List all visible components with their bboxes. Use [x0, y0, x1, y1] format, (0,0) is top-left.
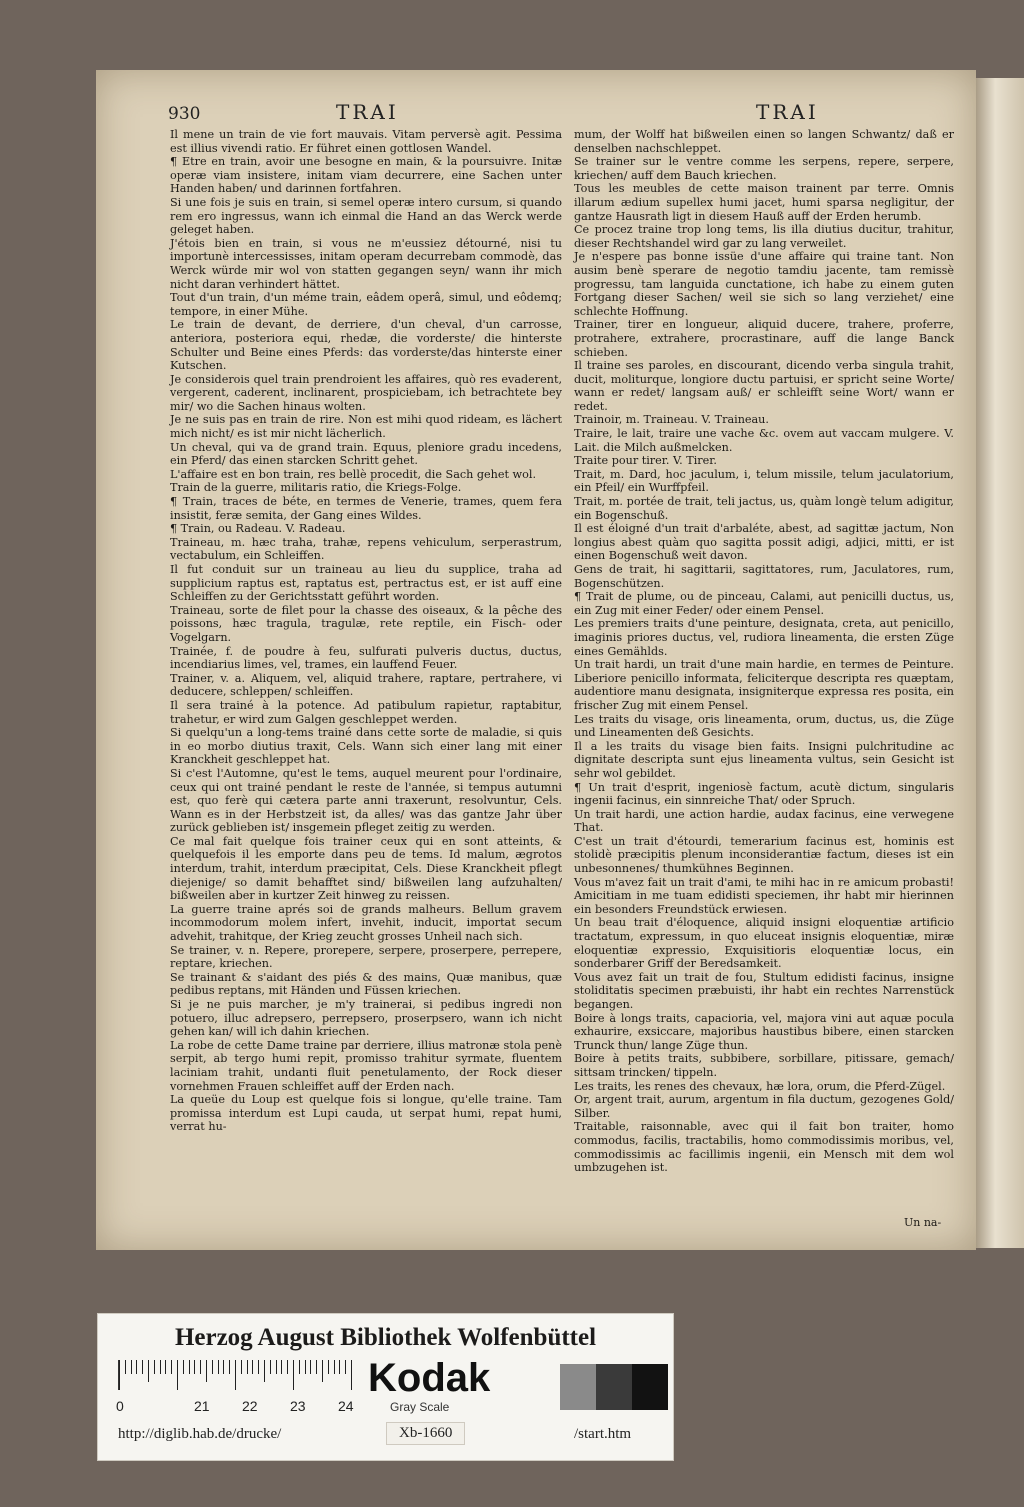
ruler-number: 22	[242, 1398, 258, 1414]
ruler-tick	[142, 1360, 143, 1374]
ruler-tick	[119, 1360, 120, 1390]
ruler-tick	[165, 1360, 166, 1374]
right-running-head: TRAI	[756, 100, 819, 124]
dictionary-entry: Les traits, les renes des chevaux, hæ lora, orum, die Pferd-Zügel.	[574, 1079, 946, 1093]
ruler-tick	[305, 1360, 306, 1374]
ruler-tick	[189, 1360, 190, 1374]
ruler-tick	[345, 1360, 346, 1374]
catchword: Un na-	[904, 1216, 942, 1229]
dictionary-entry: Si quelqu'un a long-tems trainé dans cette sorte de maladie, si quis in eo morbo diutius traxit, Cels. Wann sich einer lang mit einer Kranckheit geschleppet hat.	[170, 726, 562, 767]
dictionary-entry: Il sera trainé à la potence. Ad patibulum rapietur, raptabitur, trahetur, er wird zum Galgen geschleppet werden.	[170, 698, 562, 726]
ruler-tick	[334, 1360, 335, 1374]
dictionary-entry: ¶ Un trait d'esprit, ingeniosè factum, acutè dictum, singularis ingenii facinus, ein sinnreiche That/ oder Spruch.	[574, 780, 954, 808]
dictionary-entry: Traitable, raisonnable, avec qui il fait bon traiter, homo commodus, facilis, tractabilis, homo commodissimis moribus, vel, commodissimis ac facillimis ingenii, ein Mensch mit dem wol umbzugehen ist.	[574, 1120, 954, 1175]
dictionary-entry: Tout d'un train, d'un méme train, eâdem operâ, simul, und eôdemq; tempore, in einer Mühe.	[170, 291, 562, 318]
dictionary-entry: Il a les traits du visage bien faits. Insigni pulchritudine ac dignitate descripta sunt ejus lineamenta vultus, sein Gesicht ist sehr wol gebildet.	[574, 739, 954, 780]
kodak-logo: Kodak	[368, 1356, 491, 1400]
dictionary-entry: Le train de devant, de derriere, d'un cheval, d'un carrosse, anteriora, posteriora equi, rhedæ, die vorderste/ die hinterste Schulter und Beine eines Pferds: das vorderste/das hinterste einer Kutschen.	[170, 318, 562, 373]
dictionary-entry: Un trait hardi, un trait d'une main hardie, en termes de Peinture. Liberiore penicillo informata, feliciterque descripta res quæptam, audentiore manu designata, insigniterque expressa res posita, ein frischer Zug mit einem Pensel.	[574, 658, 954, 712]
ruler-tick	[328, 1360, 329, 1374]
gray-swatch-black	[632, 1364, 668, 1410]
dictionary-entry: ¶ Etre en train, avoir une besogne en main, & la poursuivre. Initæ operæ viam insistere, initam viam decurrere, eine Sachen unter Handen haben/ und darinnen fortfahren.	[170, 155, 562, 196]
book-gutter	[976, 78, 1024, 1248]
ruler-tick	[212, 1360, 213, 1374]
dictionary-entry: ¶ Train, traces de béte, en termes de Venerie, trames, quem fera insistit, feræ semita, der Gang eines Wildes.	[170, 495, 562, 522]
dictionary-entry: Boire à longs traits, capacioria, vel, majora vini aut aquæ pocula exhaurire, exsiccare, majoribus haustibus bibere, einen starcken Trunck thun/ lange Züge thun.	[574, 1011, 954, 1052]
start-link: /start.htm	[574, 1426, 632, 1442]
dictionary-entry: Trait, m. Dard, hoc jaculum, i, telum missile, telum jaculatorium, ein Pfeil/ ein Wurffpfeil.	[574, 467, 954, 495]
dictionary-entry: Il traine ses paroles, en discourant, dicendo verba singula trahit, ducit, moliturque, longiore ductu partuisi, er spricht seine Worte/ wann er redet/ langsam auß/ er schleifft seine Wort/ wann er redet.	[574, 359, 954, 413]
ruler-tick	[136, 1360, 137, 1374]
dictionary-entry: Ce mal fait quelque fois trainer ceux qui en sont atteints, & quelquefois il les emporte dans peu de tems. Id malum, ægrotos interdum, trahit, interdum præcipitat, Cels. Diese Kranckheit pflegt diejenige/ so damit behafftet sind/ bißweilen lang aufzuhalten/ bißweilen aber in kurtzer Zeit hinweg zu reissen.	[170, 834, 562, 903]
dictionary-entry: L'affaire est en bon train, res bellè procedit, die Sach gehet wol.	[170, 467, 537, 481]
book-page	[96, 70, 976, 1250]
left-column	[170, 128, 562, 1134]
ruler-tick	[351, 1360, 352, 1390]
ruler-tick	[310, 1360, 311, 1374]
ruler-tick	[287, 1360, 288, 1374]
dictionary-entry: Gens de trait, hi sagittarii, sagittatores, rum, Jaculatores, rum, Bogenschützen.	[574, 563, 954, 590]
ruler-tick	[194, 1360, 195, 1374]
dictionary-entry: Se trainer sur le ventre comme les serpens, repere, serpere, kriechen/ auff dem Bauch kriechen.	[574, 155, 954, 182]
dictionary-entry: Je considerois quel train prendroient les affaires, quò res evaderent, vergerent, caderent, inclinarent, prospiciebam, ich betrachtete bey mir/ wo die Sachen hinaus wolten.	[170, 372, 562, 413]
ruler-tick	[241, 1360, 242, 1374]
dictionary-entry: Un beau trait d'éloquence, aliquid insigni eloquentiæ artificio tractatum, expressum, in quo eluceat insignis eloquentiæ, miræ eloquentiæ expressio, Exquisitioris eloquentiæ locus, ein sonderbarer Griff der Beredsamkeit.	[574, 916, 954, 971]
ruler-tick	[299, 1360, 300, 1374]
ruler-tick	[206, 1360, 207, 1382]
dictionary-entry: Un cheval, qui va de grand train. Equus, pleniore gradu incedens, ein Pferd/ das einen starcken Schritt gehet.	[170, 440, 562, 468]
dictionary-entry: Il mene un train de vie fort mauvais. Vitam perversè agit. Pessima est illius vivendi ratio. Er führet einen gottlosen Wandel.	[170, 128, 562, 155]
dictionary-entry: Traineau, sorte de filet pour la chasse des oiseaux, & la pêche des poissons, hæc tragula, tragulæ, rete reptile, ein Fisch- oder Vogelgarn.	[170, 603, 562, 644]
dictionary-entry: Il fut conduit sur un traineau au lieu du supplice, traha ad supplicium raptus est, raptatus est, pertractus est, er ist auff eine Schleiffen zu der Gerichtsstatt geführt worden.	[170, 563, 562, 604]
source-url: http://diglib.hab.de/drucke/	[118, 1426, 282, 1442]
library-card	[97, 1313, 674, 1461]
dictionary-entry: Se trainant & s'aidant des piés & des mains, Quæ manibus, quæ pedibus reptans, mit Händen und Füssen kriechen.	[170, 970, 562, 998]
ruler-tick	[200, 1360, 201, 1374]
dictionary-entry: Il est éloigné d'un trait d'arbaléte, abest, ad sagittæ jactum, Non longius abest quàm quo sagitta possit adigi, adjici, mitti, er ist einen Bogenschuß weit davon.	[574, 522, 954, 563]
ruler-scale	[118, 1360, 354, 1390]
library-title: Herzog August Bibliothek Wolfenbüttel	[174, 1324, 597, 1351]
ruler-tick	[177, 1360, 178, 1390]
ruler-tick	[148, 1360, 149, 1382]
left-running-head: TRAI	[336, 100, 399, 124]
dictionary-entry: mum, der Wolff hat bißweilen einen so langen Schwantz/ daß er denselben nachschleppet.	[574, 128, 954, 155]
dictionary-entry: La queüe du Loup est quelque fois si longue, qu'elle traine. Tam promissa interdum est Lupi cauda, ut serpat humi, repat humi, verrat hu-	[170, 1093, 562, 1134]
ruler-tick	[322, 1360, 323, 1382]
ruler-tick	[252, 1360, 253, 1374]
dictionary-entry: Boire à petits traits, subbibere, sorbillare, pitissare, gemach/ sittsam trincken/ tippeln.	[574, 1052, 954, 1079]
dictionary-entry: Si je ne puis marcher, je m'y trainerai, si pedibus ingredi non potuero, illuc adrepsero, perrepsero, proserpsero, wann ich nicht gehen kan/ will ich dahin kriechen.	[170, 998, 562, 1039]
shelfmark: Xb-1660	[386, 1422, 465, 1445]
gray-scale-label: Gray Scale	[390, 1400, 450, 1414]
ruler-tick	[270, 1360, 271, 1374]
ruler-tick	[171, 1360, 172, 1374]
ruler-tick	[293, 1360, 294, 1390]
ruler-tick	[218, 1360, 219, 1374]
ruler-number: 24	[338, 1398, 354, 1414]
dictionary-entry: Je ne suis pas en train de rire. Non est mihi quod rideam, es lächert mich nicht/ es ist mir nicht lächerlich.	[170, 413, 562, 441]
ruler-tick	[258, 1360, 259, 1374]
ruler-tick	[223, 1360, 224, 1374]
dictionary-entry: Trait, m. portée de trait, teli jactus, us, quàm longè telum adigitur, ein Bogenschuß.	[574, 495, 954, 522]
dictionary-entry: Vous m'avez fait un trait d'ami, te mihi hac in re amicum probasti! Amicitiam in me tuam edidisti speciemen, ihr habt mir hierinnen ein besonders Freundstück erwiesen.	[574, 875, 954, 916]
ruler-tick	[229, 1360, 230, 1374]
ruler-number: 0	[116, 1398, 124, 1414]
ruler-tick	[154, 1360, 155, 1374]
ruler-tick	[125, 1360, 126, 1374]
ruler-tick	[281, 1360, 282, 1374]
gray-swatch-light	[560, 1364, 596, 1410]
ruler-tick	[235, 1360, 236, 1390]
dictionary-entry: Un trait hardi, une action hardie, audax facinus, eine verwegene That.	[574, 807, 954, 835]
dictionary-entry: Or, argent trait, aurum, argentum in fila ductum, gezogenes Gold/ Silber.	[574, 1093, 954, 1120]
ruler-number: 21	[194, 1398, 210, 1414]
dictionary-entry: Traire, le lait, traire une vache &c. ovem aut vaccam mulgere. V. Lait. die Milch außmelcken.	[574, 427, 954, 454]
page-number: 930	[168, 104, 201, 124]
dictionary-entry: ¶ Trait de plume, ou de pinceau, Calami, aut penicilli ductus, us, ein Zug mit einer Feder/ oder einem Pensel.	[574, 590, 954, 617]
dictionary-entry: La guerre traine aprés soi de grands malheurs. Bellum gravem incommodorum molem infert, invehit, inducit, importat secum advehit, trahitque, der Krieg zeucht grosses Unheil nach sich.	[170, 902, 562, 944]
dictionary-entry: ¶ Train, ou Radeau. V. Radeau.	[170, 522, 346, 536]
ruler-tick	[131, 1360, 132, 1374]
dictionary-entry: La robe de cette Dame traine par derriere, illius matronæ stola penè serpit, ab tergo humi repit, promisso trahitur syrmate, fluentem laciniam trahit, undanti fluit penetulamento, der Rock dieser vornehmen Frauen schleiffet auff der Erden nach.	[170, 1038, 562, 1093]
dictionary-entry: Les traits du visage, oris lineamenta, orum, ductus, us, die Züge und Lineamenten deß Gesichts.	[574, 712, 954, 740]
dictionary-entry: Traite pour tirer. V. Tirer.	[574, 454, 717, 468]
dictionary-entry: Trainoir, m. Traineau. V. Traineau.	[574, 413, 769, 427]
ruler-tick	[183, 1360, 184, 1374]
dictionary-entry: C'est un trait d'étourdi, temerarium facinus est, hominis est stolidè præcipitis plenum inconsiderantiæ factum, dieses ist ein unbesonnenes/ thumkühnes Beginnen.	[574, 834, 954, 876]
dictionary-entry: Ce procez traine trop long tems, lis illa diutius ducitur, trahitur, dieser Rechtshandel wird gar zu lang verweilet.	[574, 223, 954, 250]
dictionary-entry: Train de la guerre, militaris ratio, die Kriegs-Folge.	[170, 481, 462, 495]
dictionary-entry: Si c'est l'Automne, qu'est le tems, auquel meurent pour l'ordinaire, ceux qui ont trainé pendant le reste de l'année, si tempus autumni est, quo ferè qui cætera parte anni traxerunt, resolvuntur, Cels. Wann es in der Herbstzeit ist, da alles/ was das gantze Jahr über zurück geblieben ist/ insgemein pfleget zeitig zu werden.	[170, 766, 562, 835]
dictionary-entry: Si une fois je suis en train, si semel operæ intero cursum, si quando rem ero ingressus, wann ich einmal die Hand an das Werck werde geleget haben.	[170, 195, 562, 237]
ruler-tick	[339, 1360, 340, 1374]
ruler-tick	[276, 1360, 277, 1374]
dictionary-entry: Trainer, tirer en longueur, aliquid ducere, trahere, proferre, protrahere, extrahere, procrastinare, auff die lange Banck schieben.	[574, 318, 954, 359]
ruler-tick	[247, 1360, 248, 1374]
gray-swatch-dark	[596, 1364, 632, 1410]
dictionary-entry: J'étois bien en train, si vous ne m'eussiez détourné, nisi tu importunè intercessisses, initam operam decurrebam commodè, das Werck würde mir wol von statten gegangen seyn/ wann ihr mich nicht daran verhindert hättet.	[170, 236, 562, 291]
dictionary-entry: Tous les meubles de cette maison trainent par terre. Omnis illarum ædium supellex humi jacet, humi sparsa negligitur, der gantze Hausrath ligt in diesem Hauß auff der Erden herumb.	[574, 182, 954, 223]
ruler-tick	[316, 1360, 317, 1374]
dictionary-entry: Je n'espere pas bonne issüe d'une affaire qui traine tant. Non ausim benè sperare de negotio tamdiu jacente, tam remissè progressu, tam languida cunctatione, ich habe zu einem guten Fortgang dieser Sachen/ weil sie sich so lang verziehet/ eine schlechte Hoffnung.	[574, 250, 954, 318]
dictionary-entry: Trainer, v. a. Aliquem, vel, aliquid trahere, raptare, pertrahere, vi deducere, schleppen/ schleiffen.	[170, 671, 562, 699]
right-column	[574, 128, 954, 1175]
dictionary-entry: Vous avez fait un trait de fou, Stultum edidisti facinus, insigne stoliditatis specimen præbuisti, ihr habt ein rechtes Narrenstück begangen.	[574, 970, 954, 1011]
dictionary-entry: Trainée, f. de poudre à feu, sulfurati pulveris ductus, ductus, incendiarius limes, vel, trames, ein lauffend Feuer.	[170, 644, 562, 672]
ruler-tick	[160, 1360, 161, 1374]
ruler-tick	[264, 1360, 265, 1382]
dictionary-entry: Traineau, m. hæc traha, trahæ, repens vehiculum, serperastrum, vectabulum, ein Schleiffen.	[170, 535, 562, 563]
dictionary-entry: Les premiers traits d'une peinture, designata, creta, aut penicillo, imaginis priores ductus, vel, rudiora lineamenta, die ersten Züge eines Gemählds.	[574, 617, 954, 658]
ruler-number: 23	[290, 1398, 306, 1414]
dictionary-entry: Se trainer, v. n. Repere, prorepere, serpere, proserpere, perrepere, reptare, kriechen.	[170, 943, 562, 971]
